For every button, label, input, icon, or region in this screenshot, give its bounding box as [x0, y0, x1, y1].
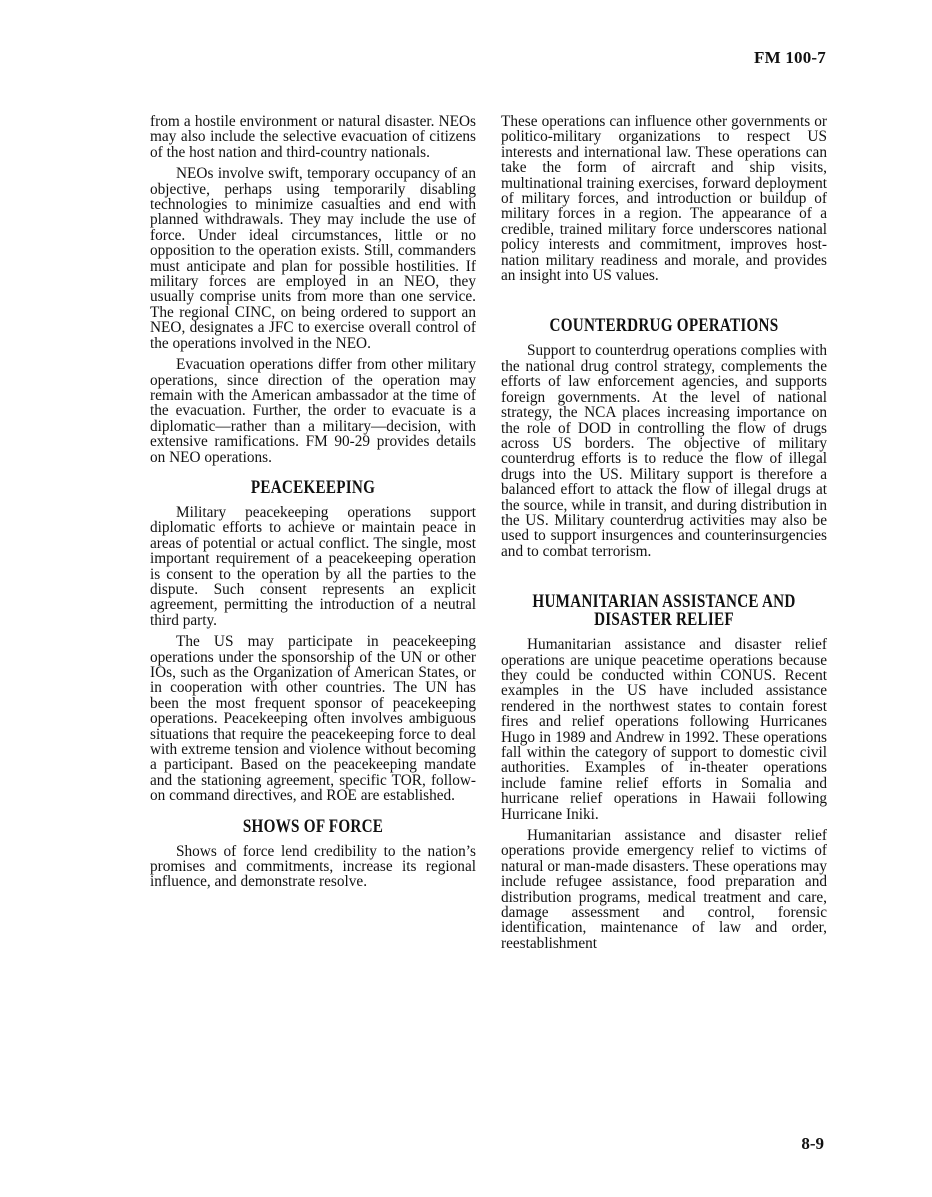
paragraph: Military peacekeeping operations support diplomatic efforts to achieve or maintain peace in areas of potential or actual conflict. The single, most important requirement of a peacekeeping operation is consent to the operation by all the parties to the dispute. Such consent represents an explicit agreement, permitting the introduction of a neutral third party. — [150, 503, 476, 629]
page-number: 8-9 — [801, 1134, 824, 1153]
section-heading-block — [150, 818, 476, 836]
manual-id: FM 100-7 — [754, 48, 826, 67]
paragraph: The US may participate in peacekeeping operations under the sponsorship of the UN or other IOs, such as the Organization of American States, or in cooperation with other countries. The UN has been the most frequent sponsor of peacekeeping operations. Peacekeeping often involves ambiguous situations that require the peacekeeping force to deal with extreme tension and violence without becoming a participant. Based on the peacekeeping mandate and the stationing agreement, specific TOR, follow-on command directives, and ROE are established. — [150, 633, 476, 805]
section-heading-humanitarian-line1: HUMANITARIAN ASSISTANCE AND — [532, 592, 796, 613]
left-column — [150, 114, 476, 896]
section-heading-humanitarian-line2: DISASTER RELIEF — [594, 610, 734, 631]
paragraph: NEOs involve swift, temporary occupancy of an objective, perhaps using temporarily disabling technologies to minimize casualties and end with planned withdrawals. They may include the use of force. Under ideal circumstances, little or no opposition to the operation exists. Still, commanders must anticipate and plan for possible hostilities. If military forces are employed in an NEO, they usually comprise units from more than one service. The regional CINC, on being ordered to support an NEO, designates a JFC to exercise overall control of the operations involved in the NEO. — [150, 165, 476, 352]
section-heading-block — [150, 479, 476, 497]
paragraph: Evacuation operations differ from other military operations, since direction of the operation may remain with the American ambassador at the time of the evacuation. Further, the order to evacuate is a diplomatic—rather than a military—decision, with extensive ramifications. FM 90-29 provides details on NEO operations. — [150, 356, 476, 466]
section-heading-peacekeeping: PEACEKEEPING — [250, 477, 376, 498]
section-heading-block — [501, 593, 827, 629]
paragraph: Humanitarian assistance and disaster relief operations provide emergency relief to victims of natural or man-made disasters. These operations may include refugee assistance, food preparation and distribution programs, medical treatment and care, damage assessment and control, forensic identification, maintenance of law and order, reestablishment — [501, 827, 827, 952]
right-column — [501, 114, 827, 957]
section-heading-counterdrug: COUNTERDRUG OPERATIONS — [549, 316, 779, 337]
paragraph: Support to counterdrug operations complies with the national drug control strategy, complements the efforts of law enforcement agencies, and supports foreign governments. At the level of national strategy, the NCA places increasing importance on the role of DOD in controlling the flow of drugs across US borders. The objective of military counterdrug efforts is to reduce the flow of illegal drugs into the US. Military support is therefore a balanced effort to attack the flow of illegal drugs at the source, while in transit, and during distribution in the US. Military counterdrug activities may also be used to support insurgences and counterinsurgencies and to combat terrorism. — [501, 342, 827, 560]
paragraph: from a hostile environment or natural disaster. NEOs may also include the selective evacuation of citizens of the host nation and third-country nationals. — [150, 113, 476, 161]
paragraph: Humanitarian assistance and disaster relief operations are unique peacetime operations because they could be conducted within CONUS. Recent examples in the US have included assistance rendered in the northwest states to contain forest fires and relief operations following Hurricanes Hugo in 1989 and Andrew in 1992. These operations fall within the category of support to domestic civil authorities. Examples of in-theater operations include famine relief efforts in Somalia and hurricane relief operations in Hawaii following Hurricane Iniki. — [501, 636, 827, 823]
paragraph: These operations can influence other governments or politico-military organizations to respect US interests and international law. These operations can take the form of aircraft and ship visits, multinational training exercises, forward deployment of military forces, and introduction or buildup of military forces in a region. The appearance of a credible, trained military force underscores national policy interests and commitment, improves host-nation military readiness and morale, and provides an insight into US values. — [501, 113, 827, 285]
paragraph: Shows of force lend credibility to the nation’s promises and commitments, increase its regional influence, and demonstrate resolve. — [150, 842, 476, 891]
section-heading-shows-of-force: SHOWS OF FORCE — [242, 816, 384, 837]
section-heading-block — [501, 317, 827, 335]
